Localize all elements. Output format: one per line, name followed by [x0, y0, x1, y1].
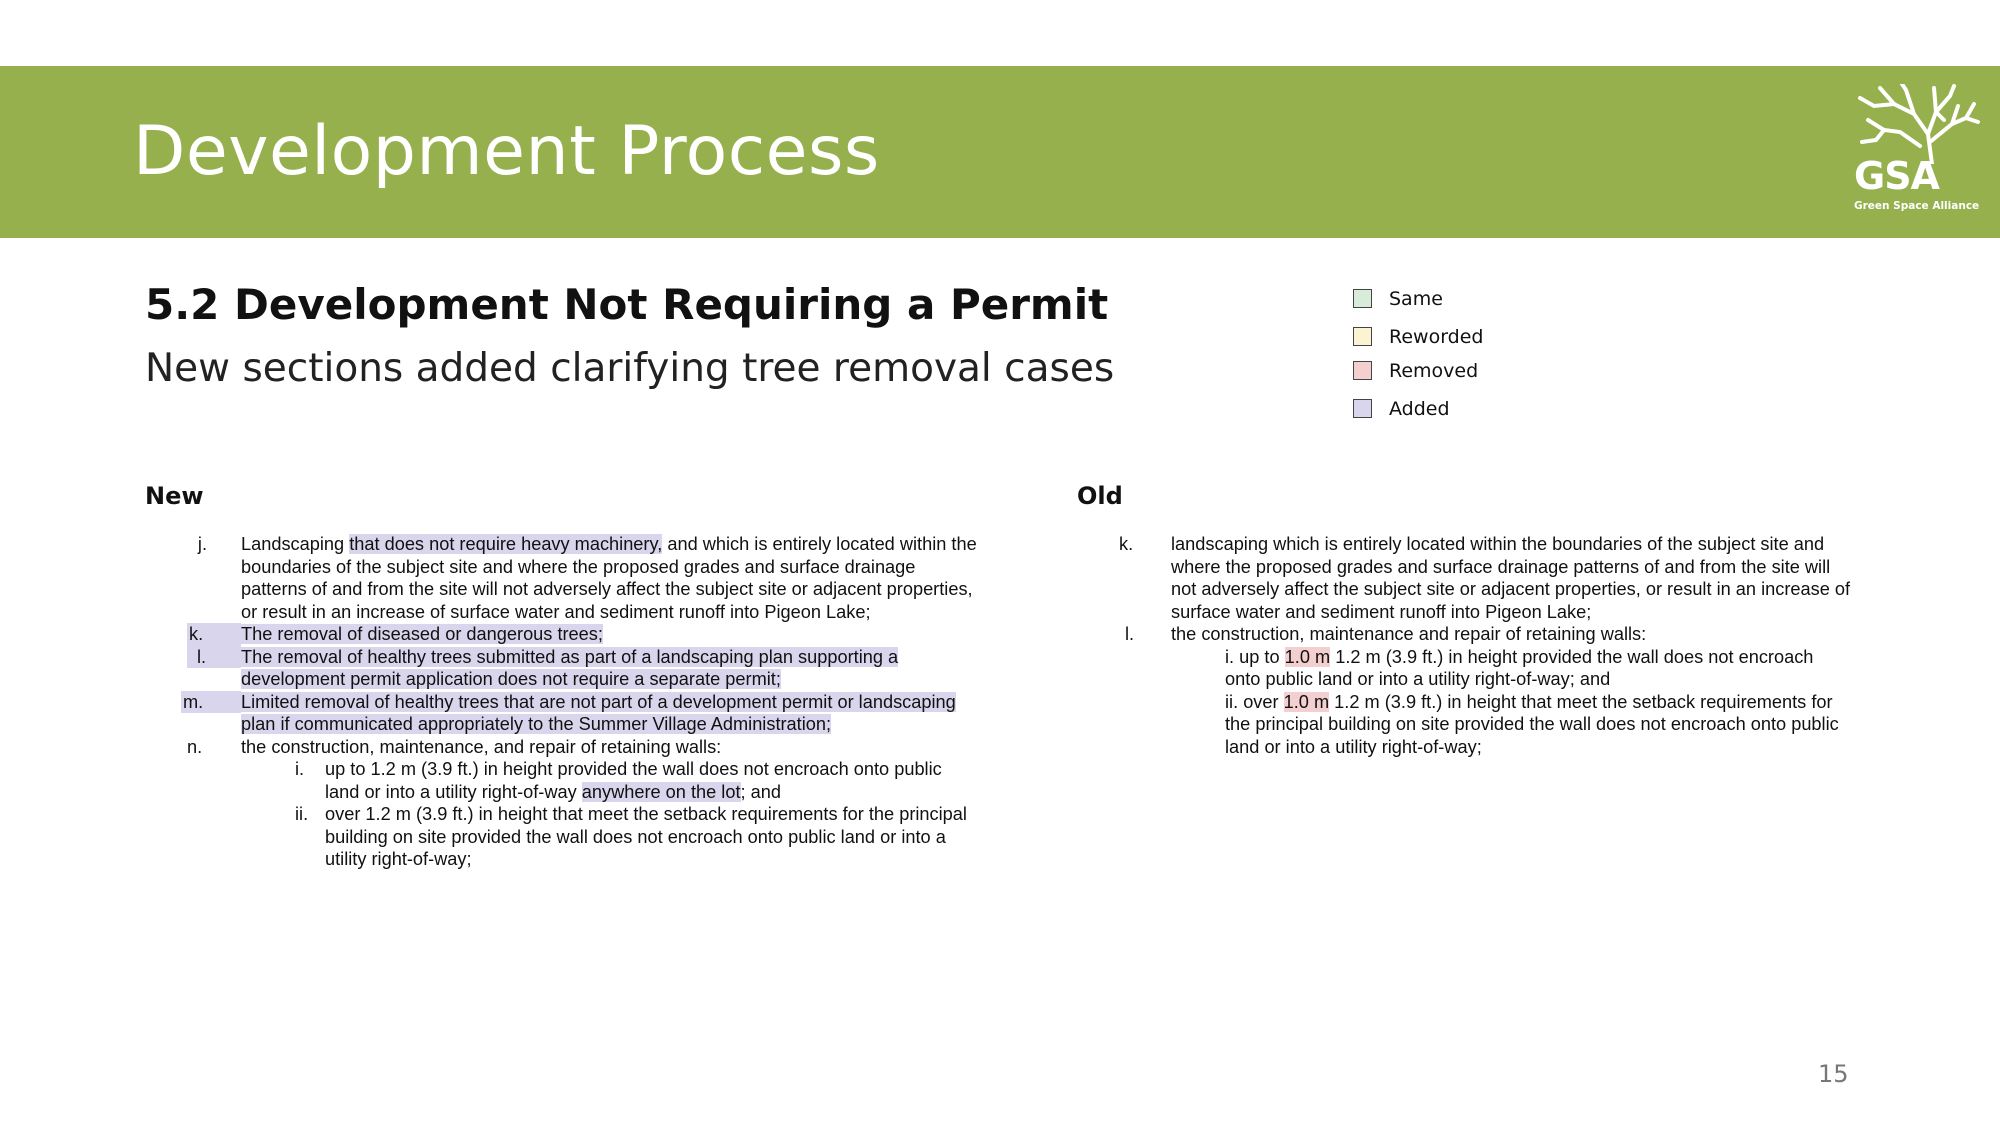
- item-marker: l.: [187, 646, 241, 669]
- new-column-heading: New: [145, 482, 204, 510]
- new-item-n: [187, 736, 981, 759]
- item-text: ; and: [740, 781, 781, 802]
- page-number: 15: [1818, 1060, 1849, 1088]
- item-marker: m.: [181, 691, 241, 714]
- old-item-l-ii: [1225, 691, 1851, 759]
- legend-swatch-added: [1353, 399, 1372, 418]
- legend-label: Removed: [1389, 360, 1479, 382]
- added-text: that does not require heavy machinery,: [349, 534, 663, 554]
- item-text: landscaping which is entirely located within the boundaries of the subject site and where the proposed grades and surface drainage patterns of and from the site will not adversely affect the subject site or adjacent properties, or result in an increase of surface water and sediment runoff into Pigeon Lake;: [1171, 534, 1851, 622]
- old-item-k: [1119, 533, 1851, 623]
- page-title: Development Process: [133, 112, 880, 191]
- new-item-k: [189, 623, 981, 646]
- legend-label: Added: [1389, 398, 1450, 420]
- legend-swatch-same: [1353, 289, 1372, 308]
- old-bylaw-text: [1119, 533, 1851, 758]
- item-marker: k.: [187, 623, 241, 646]
- added-text: The removal of healthy trees submitted as part of a landscaping plan supporting a development permit application does not require a separate permit;: [241, 646, 899, 689]
- gsa-logo: [1854, 84, 1980, 220]
- logo-text: GSA: [1854, 154, 1939, 198]
- new-item-j: [197, 533, 981, 623]
- new-bylaw-text: [183, 533, 981, 871]
- item-text: over 1.2 m (3.9 ft.) in height that meet the setback requirements for the principal building on site provided the wall does not encroach onto public land or into a utility right-of-way;: [325, 804, 967, 869]
- removed-text: 1.0 m: [1283, 691, 1330, 712]
- new-item-l: [197, 646, 981, 691]
- added-text: The removal of diseased or dangerous trees;: [241, 624, 603, 644]
- item-text: 1.2 m (3.9 ft.) in height provided the wall does not encroach onto public land or into a utility right-of-way; and: [1225, 646, 1814, 689]
- new-item-n-ii: [295, 803, 981, 871]
- item-text: i. up to: [1225, 646, 1285, 667]
- item-text: and which is entirely located within the boundaries of the subject site and where the proposed grades and surface drainage patterns of and from the site will not adversely affect the subject site or adjacent properties, or result in an increase of surface water and sediment runoff into Pigeon Lake;: [241, 534, 977, 622]
- tree-icon: [1854, 84, 1980, 164]
- item-marker: ii.: [295, 804, 309, 824]
- logo-subtitle: Green Space Alliance: [1854, 200, 1980, 212]
- old-item-l: [1125, 623, 1851, 646]
- section-subtitle: New sections added clarifying tree removal cases: [145, 346, 1115, 391]
- added-text: Limited removal of healthy trees that are not part of a development permit or landscaping plan if communicated appropriately to the Summer Village Administration;: [241, 691, 956, 734]
- new-item-m: [183, 691, 981, 736]
- item-text: ii. over: [1225, 691, 1284, 712]
- item-marker: i.: [295, 759, 305, 779]
- item-text: the construction, maintenance and repair of retaining walls:: [1171, 624, 1647, 644]
- item-text: Landscaping: [241, 534, 350, 554]
- removed-text: 1.0 m: [1284, 646, 1331, 667]
- old-column-heading: Old: [1077, 482, 1123, 510]
- item-marker: k.: [1119, 534, 1134, 554]
- item-text: up to 1.2 m (3.9 ft.) in height provided the wall does not encroach onto public land or into a utility right-of-way: [325, 759, 942, 802]
- legend-swatch-reworded: [1353, 327, 1372, 346]
- item-marker: n.: [187, 736, 203, 757]
- item-marker: j.: [197, 534, 207, 554]
- legend-label: Same: [1389, 288, 1443, 310]
- added-text: anywhere on the lot: [581, 781, 741, 802]
- item-text: 1.2 m (3.9 ft.) in height that meet the setback requirements for the principal building on site provided the wall does not encroach onto public land or into a utility right-of-way;: [1225, 691, 1839, 757]
- section-title: 5.2 Development Not Requiring a Permit: [145, 280, 1109, 329]
- legend-swatch-removed: [1353, 361, 1372, 380]
- new-item-n-i: [295, 758, 981, 803]
- legend-label: Reworded: [1389, 326, 1484, 348]
- item-marker: l.: [1125, 624, 1135, 644]
- old-item-l-i: [1225, 646, 1851, 691]
- item-text: the construction, maintenance, and repair of retaining walls:: [241, 736, 722, 757]
